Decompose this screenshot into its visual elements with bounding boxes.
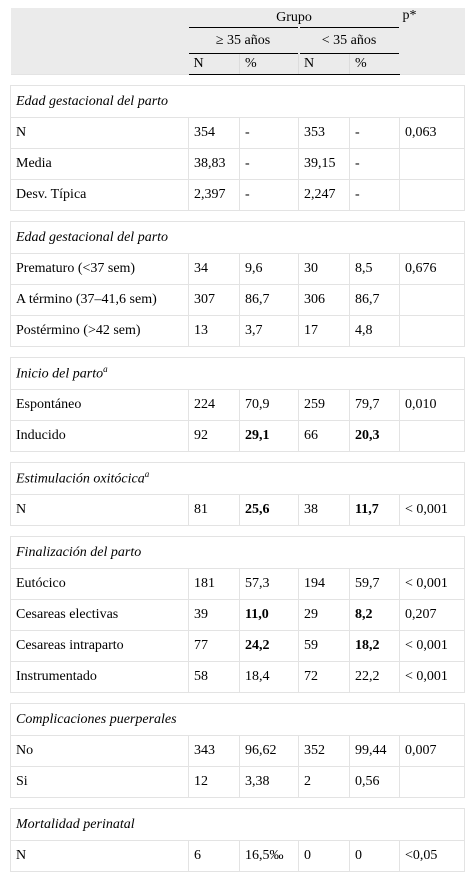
older-pct-cell: -: [240, 149, 299, 180]
younger-pct-cell: 11,7: [350, 495, 400, 526]
section-title: Finalización del parto: [16, 544, 142, 560]
younger-pct-cell: 22,2: [350, 662, 400, 693]
section-title: Edad gestacional del parto: [16, 93, 169, 109]
table-row: [11, 285, 465, 316]
spacer-cell: [11, 798, 465, 809]
younger-n-cell: 194: [299, 569, 350, 600]
p-value-cell: 0,007: [400, 736, 465, 767]
younger-n-cell: 29: [299, 600, 350, 631]
p-value-cell: < 0,001: [400, 662, 465, 693]
older-n-cell: 224: [189, 390, 240, 421]
section-header-row: [11, 358, 465, 390]
section-header-row: [11, 809, 465, 841]
footnote-marker: a: [144, 469, 150, 480]
older-n-cell: 354: [189, 118, 240, 149]
younger-n-header: N: [299, 54, 350, 75]
section-header-row: [11, 222, 465, 254]
section-spacer: [11, 798, 465, 809]
older-pct-cell: 70,9: [240, 390, 299, 421]
p-value-cell: [400, 149, 465, 180]
younger-n-cell: 38: [299, 495, 350, 526]
p-value-cell: 0,676: [400, 254, 465, 285]
table-row: [11, 736, 465, 767]
older-pct-cell: -: [240, 118, 299, 149]
younger-n-cell: 2,247: [299, 180, 350, 211]
younger-n-cell: 30: [299, 254, 350, 285]
older-n-cell: 181: [189, 569, 240, 600]
p-value-cell: [400, 285, 465, 316]
p-value-cell: < 0,001: [400, 495, 465, 526]
older-pct-header: %: [240, 54, 299, 75]
section-title-cell: [11, 809, 465, 841]
younger-pct-cell: 79,7: [350, 390, 400, 421]
section-title-cell: [11, 704, 465, 736]
p-value-header: p*: [400, 8, 465, 75]
spacer-cell: [11, 347, 465, 358]
row-label: N: [11, 495, 189, 526]
older-pct-cell: 3,38: [240, 767, 299, 798]
table-row: [11, 118, 465, 149]
younger-n-cell: 306: [299, 285, 350, 316]
table-row: [11, 149, 465, 180]
younger-pct-cell: -: [350, 118, 400, 149]
older-pct-cell: -: [240, 180, 299, 211]
section-title-cell: [11, 86, 465, 118]
p-value-cell: < 0,001: [400, 631, 465, 662]
older-n-cell: 81: [189, 495, 240, 526]
younger-n-cell: 259: [299, 390, 350, 421]
older-pct-cell: 25,6: [240, 495, 299, 526]
section-title: Mortalidad perinatal: [16, 816, 135, 832]
older-pct-cell: 57,3: [240, 569, 299, 600]
row-label: Inducido: [11, 421, 189, 452]
older-pct-cell: 96,62: [240, 736, 299, 767]
table-body: [11, 75, 465, 872]
spacer-cell: [11, 452, 465, 463]
row-label: N: [11, 841, 189, 872]
table-row: [11, 631, 465, 662]
table-row: [11, 662, 465, 693]
older-n-cell: 58: [189, 662, 240, 693]
younger-pct-cell: 8,2: [350, 600, 400, 631]
younger-pct-cell: 0: [350, 841, 400, 872]
spacer-cell: [11, 75, 465, 86]
older-n-cell: 92: [189, 421, 240, 452]
section-header-row: [11, 463, 465, 495]
table-header: [11, 8, 465, 75]
row-label: Prematuro (<37 sem): [11, 254, 189, 285]
older-n-cell: 6: [189, 841, 240, 872]
spacer-cell: [11, 211, 465, 222]
younger-pct-cell: 0,56: [350, 767, 400, 798]
row-label: N: [11, 118, 189, 149]
spacer-cell: [11, 693, 465, 704]
younger-pct-cell: -: [350, 149, 400, 180]
younger-pct-header: %: [350, 54, 400, 75]
section-header-row: [11, 537, 465, 569]
older-pct-cell: 16,5‰: [240, 841, 299, 872]
older-pct-cell: 11,0: [240, 600, 299, 631]
older-pct-cell: 9,6: [240, 254, 299, 285]
younger-pct-cell: 59,7: [350, 569, 400, 600]
section-title-cell: [11, 463, 465, 495]
younger-group-header: < 35 años: [299, 28, 400, 54]
older-n-cell: 38,83: [189, 149, 240, 180]
p-value-cell: [400, 180, 465, 211]
p-value-cell: [400, 767, 465, 798]
older-n-cell: 34: [189, 254, 240, 285]
older-n-header: N: [189, 54, 240, 75]
younger-n-cell: 72: [299, 662, 350, 693]
older-n-cell: 77: [189, 631, 240, 662]
p-value-cell: <0,05: [400, 841, 465, 872]
younger-n-cell: 66: [299, 421, 350, 452]
row-label: Eutócico: [11, 569, 189, 600]
younger-n-cell: 2: [299, 767, 350, 798]
older-pct-cell: 86,7: [240, 285, 299, 316]
section-title: Inicio del parto: [16, 366, 104, 382]
younger-n-cell: 0: [299, 841, 350, 872]
table-row: [11, 767, 465, 798]
group-header: Grupo: [189, 8, 400, 28]
younger-pct-cell: 99,44: [350, 736, 400, 767]
younger-pct-cell: -: [350, 180, 400, 211]
section-title-cell: [11, 358, 465, 390]
older-n-cell: 2,397: [189, 180, 240, 211]
table-row: [11, 569, 465, 600]
p-value-cell: [400, 316, 465, 347]
younger-pct-cell: 20,3: [350, 421, 400, 452]
younger-n-cell: 39,15: [299, 149, 350, 180]
row-label: Instrumentado: [11, 662, 189, 693]
table-row: [11, 495, 465, 526]
older-pct-cell: 29,1: [240, 421, 299, 452]
older-n-cell: 39: [189, 600, 240, 631]
younger-n-cell: 17: [299, 316, 350, 347]
younger-n-cell: 352: [299, 736, 350, 767]
row-label: Desv. Típica: [11, 180, 189, 211]
results-table: [10, 8, 465, 872]
section-spacer: [11, 347, 465, 358]
spacer-cell: [11, 526, 465, 537]
table-row: [11, 841, 465, 872]
younger-pct-cell: 8,5: [350, 254, 400, 285]
section-spacer: [11, 693, 465, 704]
younger-pct-cell: 4,8: [350, 316, 400, 347]
table-row: [11, 180, 465, 211]
older-pct-cell: 24,2: [240, 631, 299, 662]
older-n-cell: 12: [189, 767, 240, 798]
older-n-cell: 307: [189, 285, 240, 316]
row-label: Media: [11, 149, 189, 180]
row-label: A término (37–41,6 sem): [11, 285, 189, 316]
younger-pct-cell: 86,7: [350, 285, 400, 316]
section-title: Estimulación oxitócica: [16, 471, 145, 487]
section-spacer: [11, 526, 465, 537]
older-n-cell: 13: [189, 316, 240, 347]
section-title: Edad gestacional del parto: [16, 229, 169, 245]
table-row: [11, 316, 465, 347]
older-group-header: ≥ 35 años: [189, 28, 299, 54]
table-row: [11, 390, 465, 421]
section-spacer: [11, 452, 465, 463]
section-header-row: [11, 704, 465, 736]
row-label: Cesareas electivas: [11, 600, 189, 631]
footnote-marker: a: [103, 364, 108, 375]
row-label: Si: [11, 767, 189, 798]
older-pct-cell: 18,4: [240, 662, 299, 693]
section-spacer: [11, 211, 465, 222]
p-value-cell: 0,063: [400, 118, 465, 149]
row-label: No: [11, 736, 189, 767]
older-n-cell: 343: [189, 736, 240, 767]
row-label: Postérmino (>42 sem): [11, 316, 189, 347]
table-row: [11, 254, 465, 285]
younger-n-cell: 353: [299, 118, 350, 149]
younger-n-cell: 59: [299, 631, 350, 662]
section-header-row: [11, 86, 465, 118]
row-label: Espontáneo: [11, 390, 189, 421]
p-value-cell: [400, 421, 465, 452]
table-row: [11, 421, 465, 452]
section-title-cell: [11, 537, 465, 569]
table-row: [11, 600, 465, 631]
section-spacer: [11, 75, 465, 86]
p-value-cell: 0,207: [400, 600, 465, 631]
p-value-cell: 0,010: [400, 390, 465, 421]
row-label: Cesareas intraparto: [11, 631, 189, 662]
header-blank: [11, 8, 189, 75]
section-title: Complicaciones puerperales: [16, 711, 177, 727]
younger-pct-cell: 18,2: [350, 631, 400, 662]
p-value-cell: < 0,001: [400, 569, 465, 600]
section-title-cell: [11, 222, 465, 254]
older-pct-cell: 3,7: [240, 316, 299, 347]
